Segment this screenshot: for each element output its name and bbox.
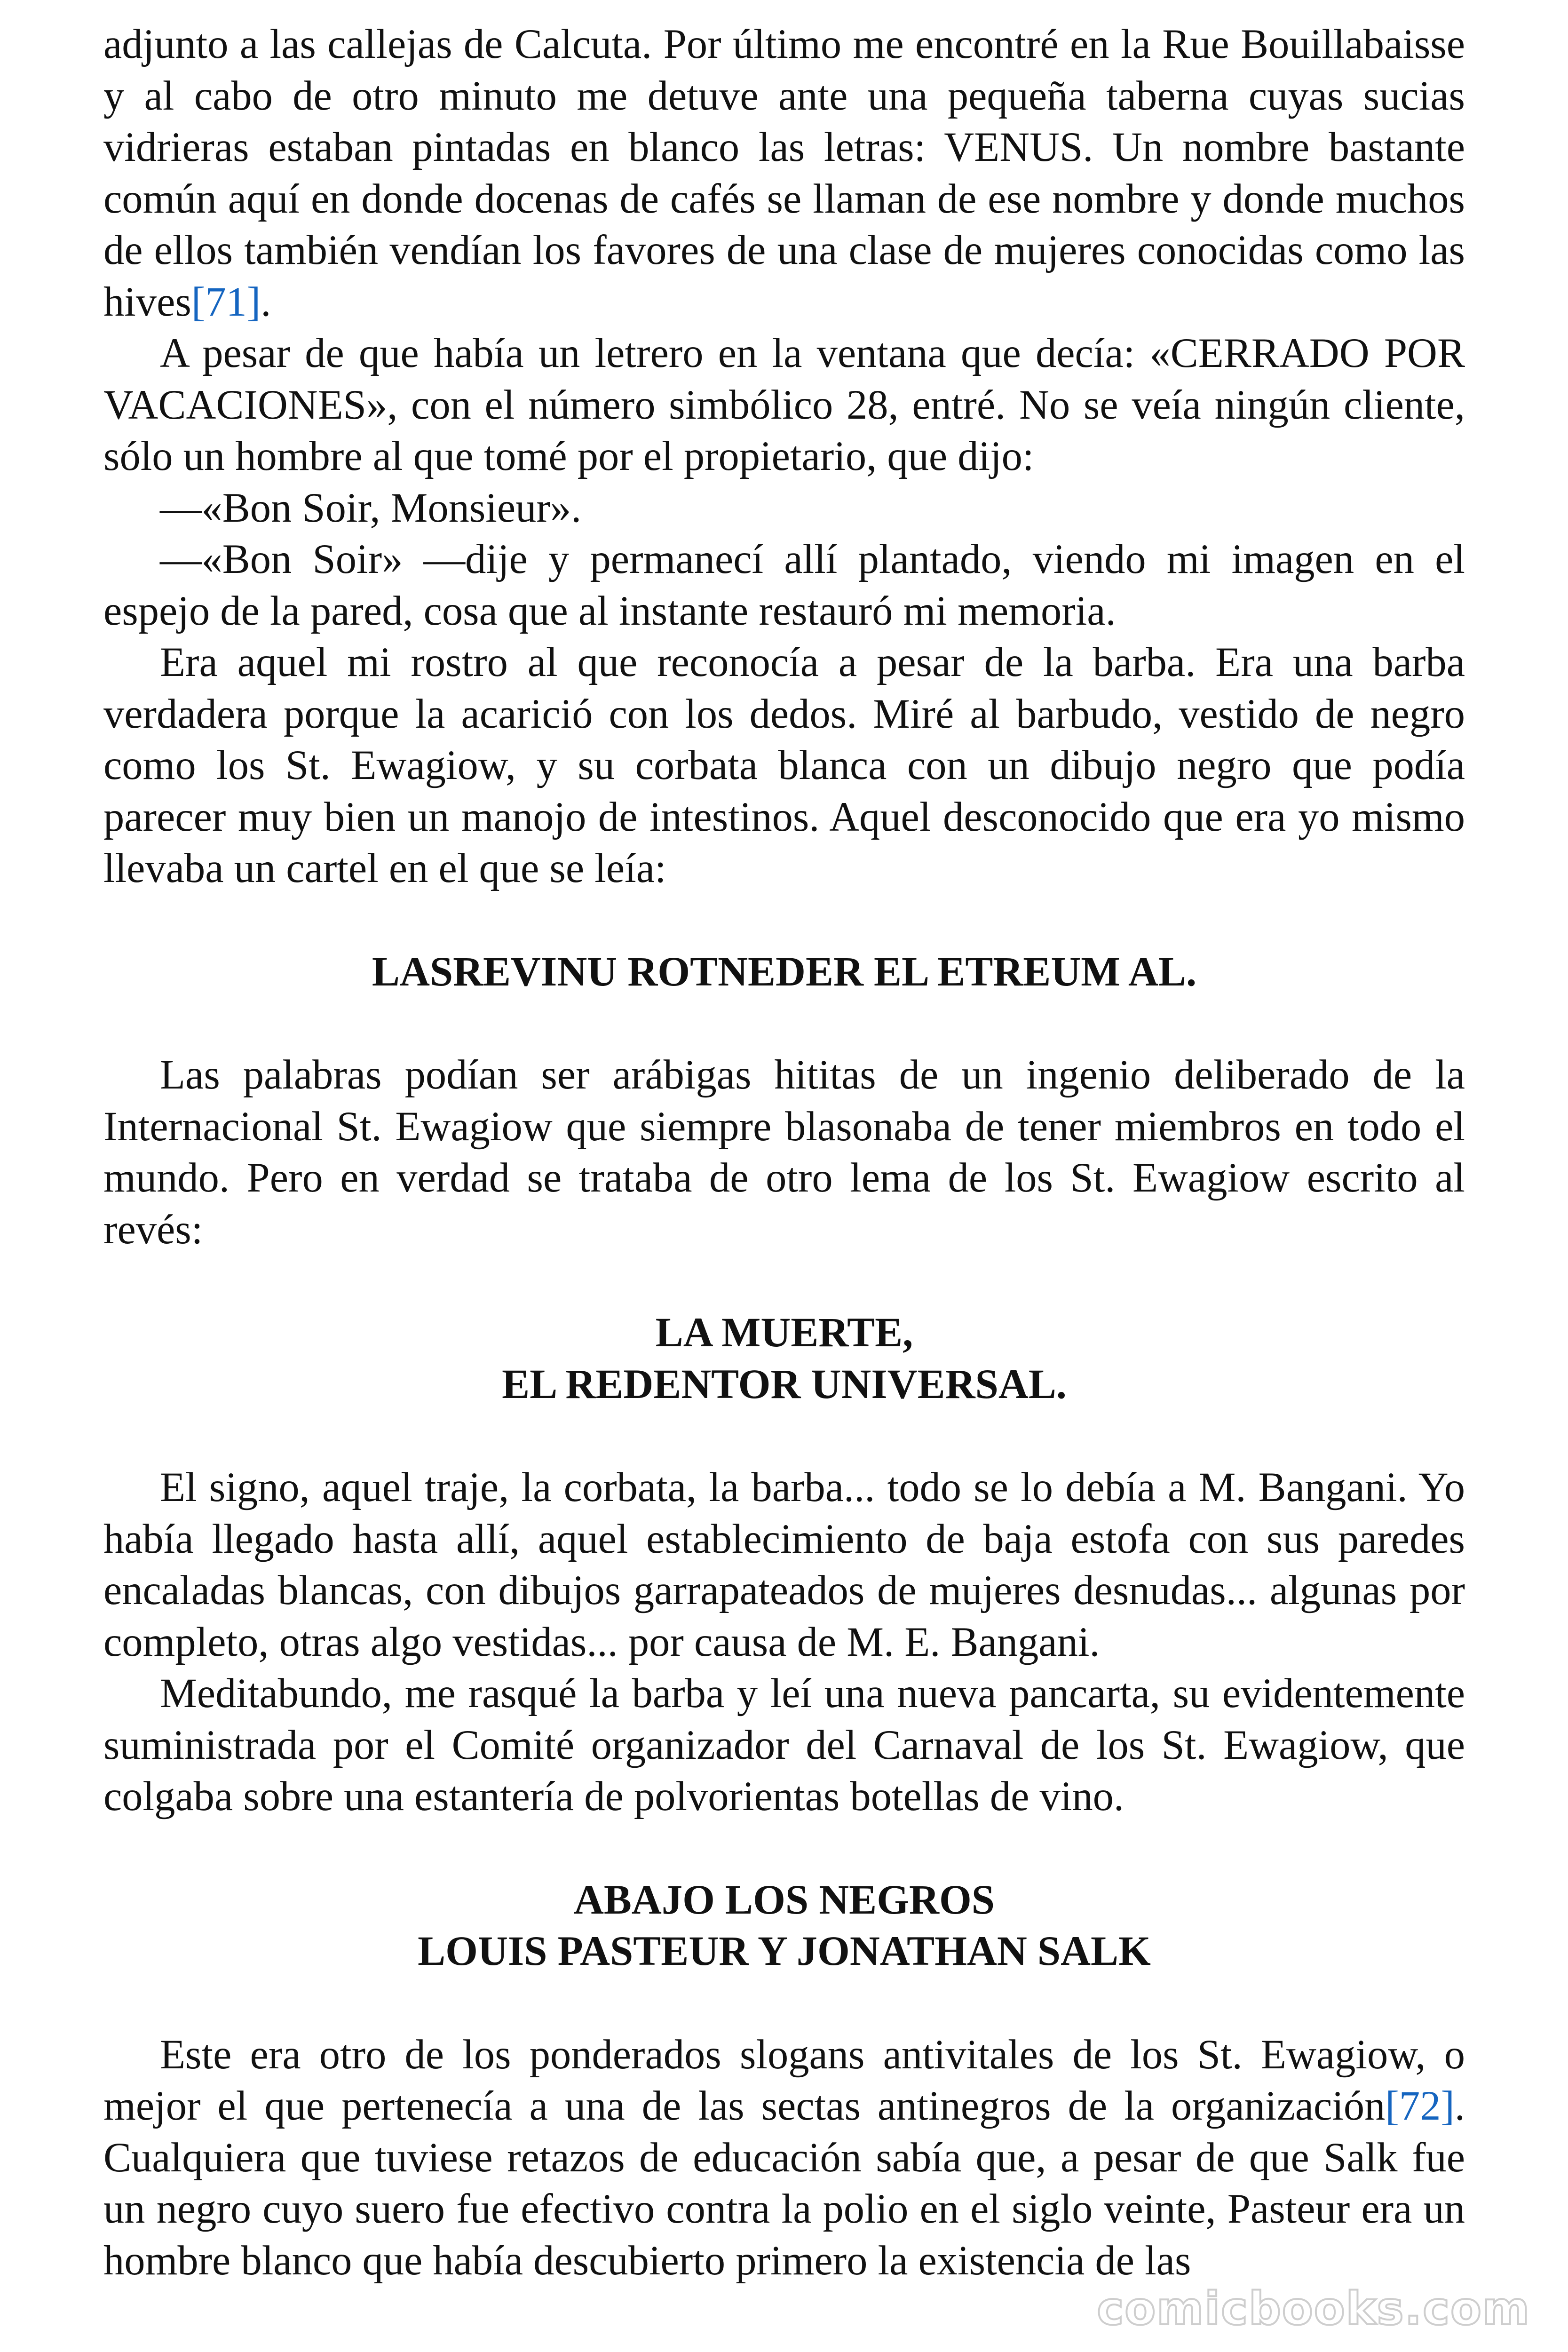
paragraph-1-end: . [261, 278, 271, 325]
slogan-line-2: EL REDENTOR UNIVERSAL. [502, 1361, 1067, 1407]
paragraph-9 [103, 2029, 1465, 2287]
banner-line-2: LOUIS PASTEUR Y JONATHAN SALK [418, 1928, 1151, 1974]
paragraph-6: Las palabras podían ser arábigas hititas de un ingenio deliberado de la Internacional St. Ewagiow que siempre blasonaba de tener miembros en todo el mundo. Pero en verdad se trataba de otro lema de los St. Ewagiow escrito al revés: [103, 1052, 1465, 1253]
paragraph-4: —«Bon Soir» —dije y permanecí allí plantado, viendo mi imagen en el espejo de la pared, cosa que al instante restauró mi memoria. [103, 536, 1465, 634]
paragraph-8: Meditabundo, me rasqué la barba y leí una nueva pancarta, su evidentemente suministrada por el Comité organizador del Carnaval de los St. Ewagiow, que colgaba sobre una estantería de polvorientas botellas de vino. [103, 1670, 1465, 1820]
paragraph-1-text: adjunto a las callejas de Calcuta. Por último me encontré en la Rue Bouillabaisse y al cabo de otro minuto me detuve ante una pequeña taberna cuyas sucias vidrieras estaban pintadas en blanco las letras: VENUS. Un nombre bastante común aquí en donde docenas de cafés se llaman de ese nombre y donde muchos de ellos también vendían los favores de una clase de mujeres conocidas como las hives [103, 21, 1465, 325]
paragraph-7: El signo, aquel traje, la corbata, la barba... todo se lo debía a M. Bangani. Yo había llegado hasta allí, aquel establecimiento de baja estofa con sus paredes encaladas blancas, con dibujos garrapateados de mujeres desnudas... algunas por completo, otras algo vestidas... por causa de M. E. Bangani. [103, 1464, 1465, 1665]
paragraph-1 [103, 19, 1465, 328]
banner-heading [103, 1875, 1465, 1978]
paragraph-3: —«Bon Soir, Monsieur». [160, 485, 582, 531]
paragraph-5: Era aquel mi rostro al que reconocía a pesar de la barba. Era una barba verdadera porque la acarició con los dedos. Miré al barbudo, vestido de negro como los St. Ewagiow, y su corbata blanca con un dibujo negro que podía parecer muy bien un manojo de intestinos. Aquel desconocido que era yo mismo llevaba un cartel en el que se leía: [103, 639, 1465, 891]
footnote-link-71[interactable]: [71] [191, 278, 261, 325]
paragraph-9-end: . Cualquiera que tuviese retazos de educación sabía que, a pesar de que Salk fue un negro cuyo suero fue efectivo contra la polio en el siglo veinte, Pasteur era un hombre blanco que había descubierto primero la existencia de las [103, 2083, 1465, 2284]
reversed-slogan-text: LASREVINU ROTNEDER EL ETREUM AL. [372, 948, 1197, 995]
slogan-heading [103, 1307, 1465, 1410]
watermark-logo: comicbooks.com [1097, 2282, 1530, 2335]
paragraph-9-text: Este era otro de los ponderados slogans antivitales de los St. Ewagiow, o mejor el que pertenecía a una de las sectas antinegros de la organización [103, 2031, 1465, 2129]
slogan-line-1: LA MUERTE, [655, 1310, 913, 1356]
footnote-link-72[interactable]: [72] [1385, 2083, 1455, 2129]
reversed-slogan-heading [103, 946, 1465, 998]
banner-line-1: ABAJO LOS NEGROS [573, 1876, 995, 1923]
paragraph-2: A pesar de que había un letrero en la ventana que decía: «CERRADO POR VACACIONES», con el número simbólico 28, entré. No se veía ningún cliente, sólo un hombre al que tomé por el propietario, que dijo: [103, 330, 1465, 479]
book-page [103, 19, 1465, 2287]
